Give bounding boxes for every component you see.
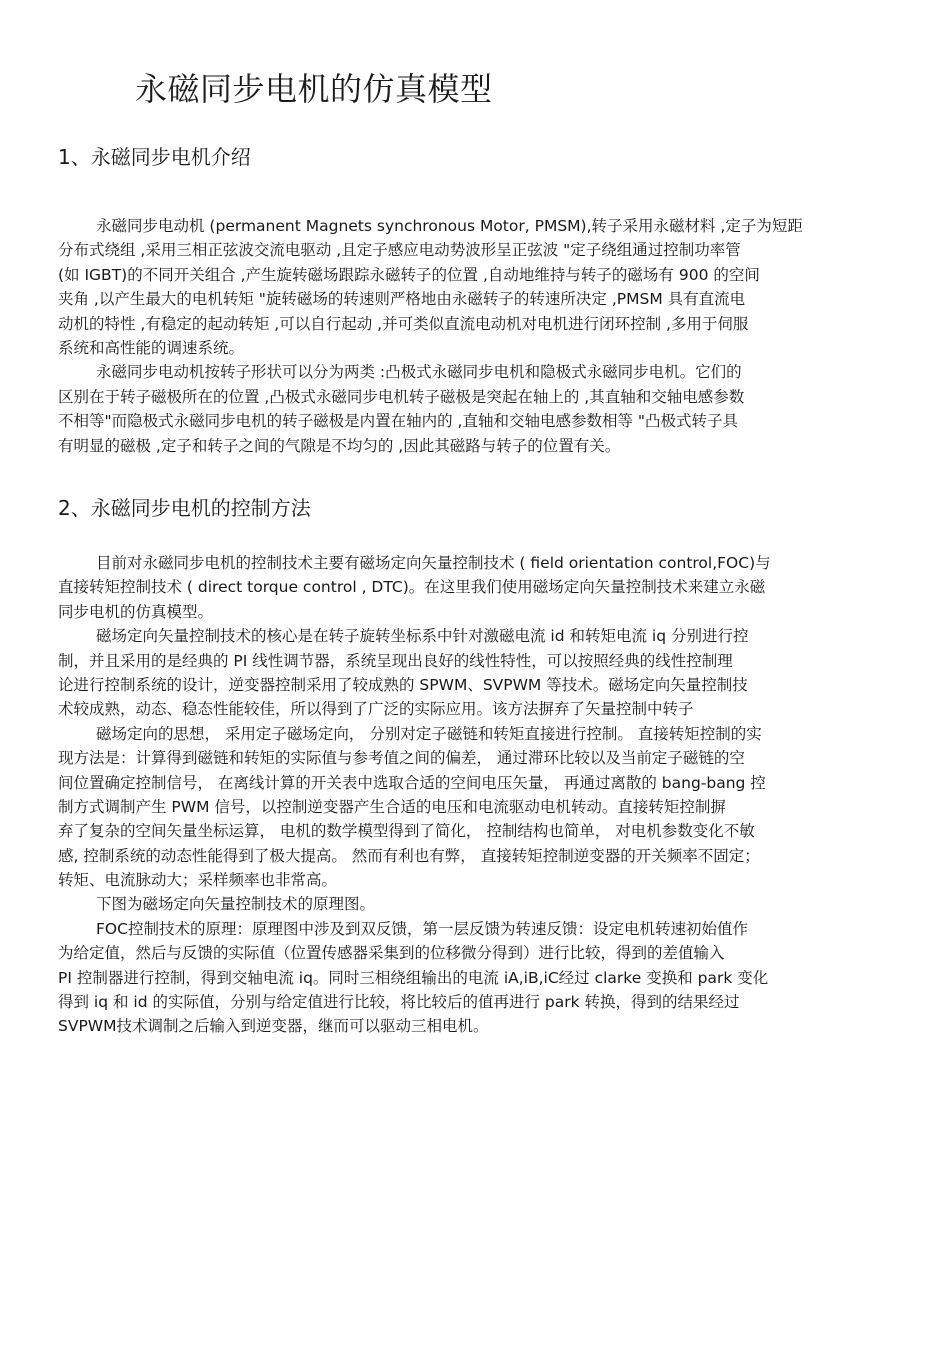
document-title: 永磁同步电机的仿真模型 <box>135 70 493 108</box>
paragraph-line: 感, 控制系统的动态性能得到了极大提高。 然而有利也有弊， 直接转矩控制逆变器的开关频率不固定； <box>58 846 760 865</box>
paragraph-line: SVPWM技术调制之后输入到逆变器，继而可以驱动三相电机。 <box>58 1017 489 1036</box>
paragraph-line: 有明显的磁极 ,定子和转子之间的气隙是不均匀的 ,因此其磁路与转子的位置有关。 <box>58 436 621 455</box>
paragraph-line: 区别在于转子磁极所在的位置 ,凸极式永磁同步电机转子磁极是突起在轴上的 ,其直轴和交轴电感参数 <box>58 387 745 406</box>
paragraph-line: 制，并且采用的是经典的 PI 线性调节器，系统呈现出良好的线性特性，可以按照经典的线性控制理 <box>58 651 733 670</box>
paragraph-line: 为给定值，然后与反馈的实际值（位置传感器采集到的位移微分得到）进行比较，得到的差值输入 <box>58 944 725 963</box>
paragraph-line: 目前对永磁同步电机的控制技术主要有磁场定向矢量控制技术 ( field orientation control,FOC)与 <box>96 554 771 572</box>
paragraph-line: 制方式调制产生 PWM 信号，以控制逆变器产生合适的电压和电流驱动电机转动。直接转矩控制摒 <box>58 797 726 816</box>
paragraph-line: 磁场定向矢量控制技术的核心是在转子旋转坐标系中针对激磁电流 id 和转矩电流 iq 分别进行控 <box>96 627 749 646</box>
paragraph-line: 下图为磁场定向矢量控制技术的原理图。 <box>96 895 376 914</box>
paragraph-line: 间位置确定控制信号， 在离线计算的开关表中选取合适的空间电压矢量， 再通过离散的 bang-bang 控 <box>58 773 766 792</box>
paragraph-line: 动机的特性 ,有稳定的起动转矩 ,可以自行起动 ,并可类似直流电动机对电机进行闭环控制 ,多用于伺服 <box>58 314 749 333</box>
paragraph-line: 系统和高性能的调速系统。 <box>58 338 245 357</box>
paragraph-line: 现方法是：计算得到磁链和转矩的实际值与参考值之间的偏差， 通过滞环比较以及当前定子磁链的空 <box>58 749 745 768</box>
paragraph-line: FOC控制技术的原理：原理图中涉及到双反馈，第一层反馈为转速反馈：设定电机转速初始值作 <box>96 919 748 938</box>
paragraph-line: 转矩、电流脉动大；采样频率也非常高。 <box>58 871 338 890</box>
paragraph-line: 同步电机的仿真模型。 <box>58 602 214 621</box>
section-heading-introduction: 1、永磁同步电机介绍 <box>58 145 251 169</box>
section-body-control-methods <box>58 551 894 1039</box>
paragraph-line: 磁场定向的思想， 采用定子磁场定向， 分别对定子磁链和转矩直接进行控制。 直接转矩控制的实 <box>96 724 762 743</box>
paragraph-line: PI 控制器进行控制，得到交轴电流 iq。同时三相绕组输出的电流 iA,iB,iC经过 clarke 变换和 park 变化 <box>58 968 769 987</box>
paragraph-line: (如 IGBT)的不同开关组合 ,产生旋转磁场跟踪永磁转子的位置 ,自动地维持与转子的磁场有 900 的空间 <box>58 265 760 284</box>
paragraph-line: 夹角 ,以产生最大的电机转矩 "旋转磁场的转速则严格地由永磁转子的转速所决定 ,PMSM 具有直流电 <box>58 290 746 309</box>
paragraph-line: 不相等"而隐极式永磁同步电机的转子磁极是内置在轴内的 ,直轴和交轴电感参数相等 "凸极式转子具 <box>58 412 739 431</box>
paragraph-line: 得到 iq 和 id 的实际值，分别与给定值进行比较，将比较后的值再进行 park 转换，得到的结果经过 <box>58 993 740 1012</box>
paragraph-line: 弃了复杂的空间矢量坐标运算， 电机的数学模型得到了简化， 控制结构也简单， 对电机参数变化不敏 <box>58 822 755 841</box>
paragraph-line: 术较成熟，动态、稳态性能较佳，所以得到了广泛的实际应用。该方法摒弃了矢量控制中转子 <box>58 700 694 719</box>
section-body-introduction <box>58 214 894 458</box>
paragraph-line: 直接转矩控制技术 ( direct torque control , DTC)。在这里我们使用磁场定向矢量控制技术来建立永磁 <box>58 578 766 597</box>
paragraph-line: 论进行控制系统的设计，逆变器控制采用了较成熟的 SPWM、SVPWM 等技术。磁场定向矢量控制技 <box>58 675 748 694</box>
paragraph-line: 永磁同步电动机按转子形状可以分为两类 :凸极式永磁同步电机和隐极式永磁同步电机。它们的 <box>96 363 742 382</box>
paragraph-line: 永磁同步电动机 (permanent Magnets synchronous Motor, PMSM),转子采用永磁材料 ,定子为短距 <box>96 217 803 235</box>
section-heading-control-methods: 2、永磁同步电机的控制方法 <box>58 496 311 520</box>
paragraph-line: 分布式绕组 ,采用三相正弦波交流电驱动 ,且定子感应电动势波形呈正弦波 "定子绕组通过控制功率管 <box>58 241 741 260</box>
